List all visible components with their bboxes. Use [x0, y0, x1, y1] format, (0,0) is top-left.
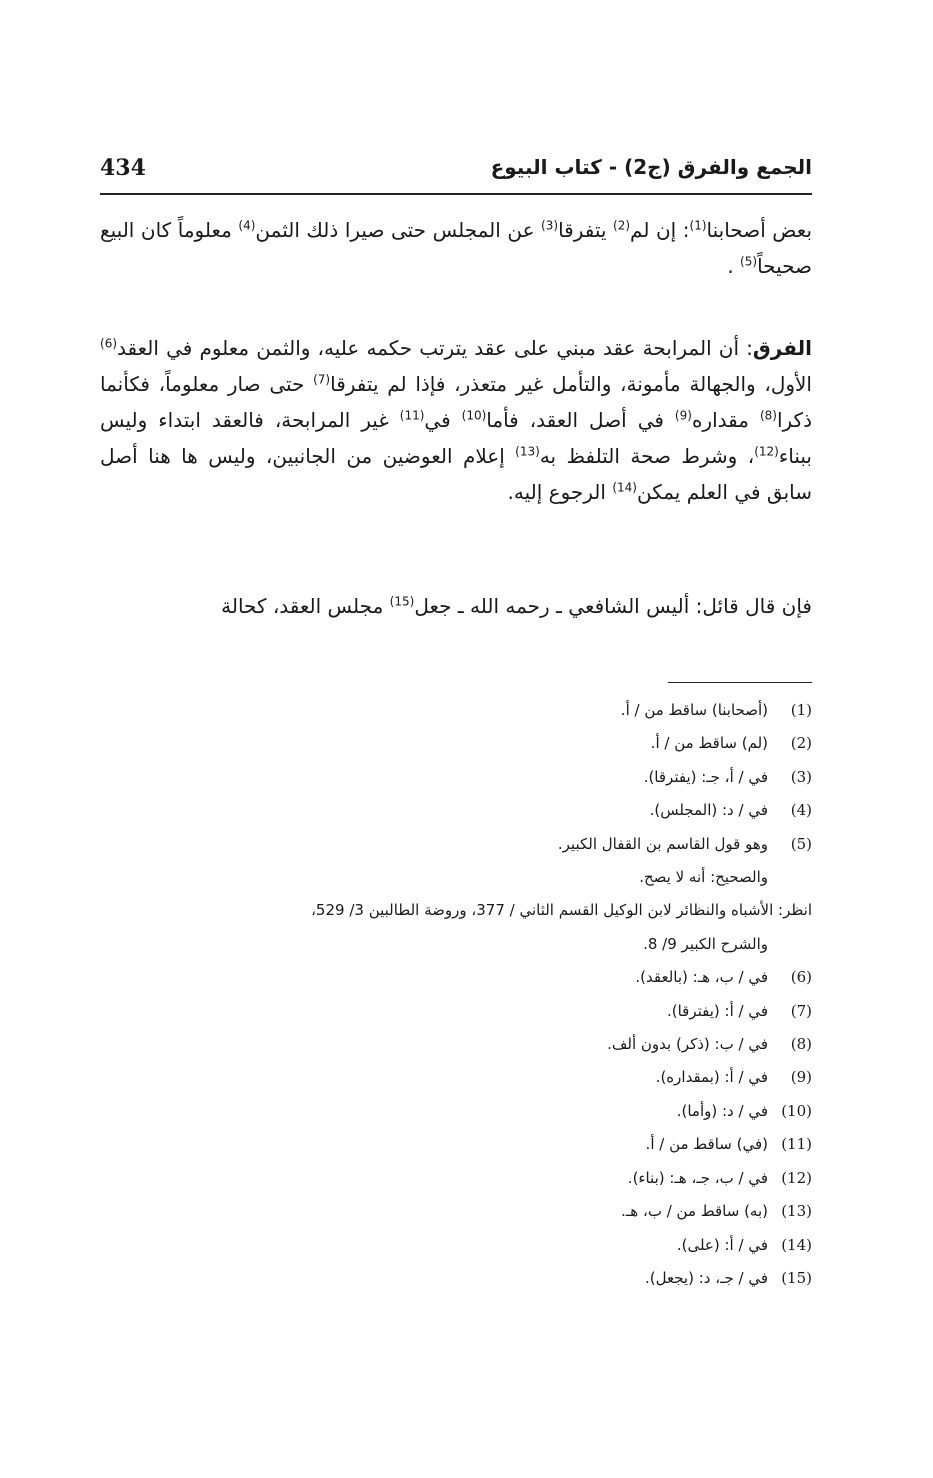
footnote-ref: (4): [238, 218, 256, 233]
footnote-text: في / أ: (يفترقا).: [666, 1001, 768, 1020]
paragraph-3: [100, 588, 812, 624]
footnote: [100, 828, 812, 861]
footnote-number: (14): [781, 1235, 812, 1254]
footnote-ref: (6): [100, 336, 118, 351]
text-run: إعلام العوضين من الجانبين، وليس ها هنا أصل سابق في العلم يمكن: [100, 444, 812, 504]
footnote: [100, 961, 812, 994]
footnote: [100, 1195, 812, 1228]
footnote-continuation: والصحيح: أنه لا يصح.: [639, 868, 768, 887]
footnote-text: (أصحابنا) ساقط من / أ.: [620, 701, 768, 719]
text-run: الرجوع إليه.: [507, 480, 613, 504]
text-run: فإن قال قائل: أليس الشافعي ـ رحمه الله ـ جعل: [414, 594, 812, 618]
footnote-ref: (11): [399, 408, 425, 423]
footnote-ref: (3): [541, 218, 559, 233]
footnote-text: (به) ساقط من / ب، هـ.: [621, 1202, 768, 1221]
footnote-number: (3): [790, 767, 812, 786]
footnote-text: في / ب: (ذكر) بدون ألف.: [607, 1035, 768, 1054]
footnote: [100, 1162, 812, 1195]
text-run: في أصل العقد، فأما: [486, 408, 675, 432]
footnote-number: (11): [781, 1135, 812, 1154]
footnote-text: في / د: (وأما).: [676, 1101, 768, 1120]
footnote-ref: (9): [674, 408, 692, 423]
footnote-ref: (2): [613, 218, 631, 233]
page-header: [100, 155, 812, 189]
text-run: .: [727, 254, 741, 278]
footnote-ref: (14): [612, 480, 637, 495]
footnote: [100, 761, 812, 794]
footnote-ref: (8): [759, 408, 777, 423]
footnote-text: في / جـ، د: (يجعل).: [645, 1268, 768, 1287]
footnote-number: (6): [790, 968, 812, 987]
footnote-text: في / أ، جـ: (يفترقا).: [643, 767, 768, 786]
footnote-text: (لم) ساقط من / أ.: [650, 734, 768, 753]
footnotes: [100, 694, 812, 1295]
footnote: [100, 727, 812, 760]
footnote-number: (10): [781, 1101, 812, 1120]
paragraph-2: [100, 330, 812, 510]
footnote: [100, 694, 812, 727]
footnote: [100, 1262, 812, 1295]
text-run: مجلس العقد، كحالة: [221, 594, 390, 618]
footnote-number: (9): [790, 1068, 812, 1087]
footnote-continuation: والشرح الكبير 9/ 8.: [643, 934, 768, 953]
footnote: [100, 794, 812, 827]
text-run: حتى صار معلوماً، فكأنما ذكرا: [100, 372, 812, 432]
footnote: [100, 1028, 812, 1061]
text-run: عن المجلس حتى صيرا ذلك الثمن: [255, 218, 542, 242]
text-run: ، وشرط صحة التلفظ به: [539, 444, 755, 468]
footnote-number: (1): [790, 701, 812, 719]
footnote-number: (12): [781, 1168, 812, 1187]
footnote: [100, 1061, 812, 1094]
footnote-ref: (5): [740, 254, 758, 269]
text-run: يتفرقا: [558, 218, 614, 242]
text-run: الأول، والجهالة مأمونة، والتأمل غير متعذر، فإذا لم يتفرقا: [330, 372, 812, 396]
text-run: بعض أصحابنا: [706, 218, 813, 242]
text-run: معلوماً كان البيع صحيحاً: [100, 218, 812, 278]
footnote-ref: (7): [313, 372, 331, 387]
footnote-text: (في) ساقط من / أ.: [645, 1135, 768, 1154]
paragraph-1: [100, 212, 812, 284]
footnote-text: في / أ: (بمقداره).: [655, 1068, 768, 1087]
text-run: في: [424, 408, 462, 432]
footnote-number: (2): [790, 734, 812, 753]
footnote-number: (13): [781, 1202, 812, 1221]
footnote-number: (5): [790, 834, 812, 853]
footnote-text: في / ب، هـ: (بالعقد).: [635, 968, 768, 987]
footnote-text: في / د: (المجلس).: [649, 801, 768, 820]
footnote-number: (4): [790, 801, 812, 820]
footnote: [100, 1095, 812, 1128]
footnote-number: (7): [790, 1001, 812, 1020]
text-run: غير المرابحة، فالعقد ابتداء وليس ببناء: [100, 408, 812, 468]
footnote-text: وهو قول القاسم بن القفال الكبير.: [557, 834, 768, 853]
footnote-ref: (12): [754, 444, 779, 459]
footnote-continuation: انظر: الأشباه والنظائر لابن الوكيل القسم الثاني / 377، وروضة الطالبين 3/ 529،: [311, 901, 812, 920]
page-number: 434: [100, 155, 146, 181]
footnote-text: في / أ: (على).: [676, 1235, 768, 1254]
running-title: الجمع والفرق (ج2) - كتاب البيوع: [490, 155, 812, 179]
footnote-number: (15): [781, 1268, 812, 1287]
footnote: [100, 1128, 812, 1161]
text-run: : إن لم: [630, 218, 690, 242]
text-run: مقداره: [691, 408, 760, 432]
footnote-ref: (13): [515, 444, 540, 459]
footnote-text: في / ب، جـ، هـ: (بناء).: [627, 1168, 768, 1187]
footnote-ref: (15): [389, 594, 415, 609]
footnote: [100, 995, 812, 1028]
footnote: [100, 1229, 812, 1262]
footnote-separator: [668, 682, 812, 683]
footnote-ref: (10): [461, 408, 487, 423]
header-rule: [100, 193, 812, 195]
text-run: : أن المرابحة عقد مبني على عقد يترتب حكمه عليه، والثمن معلوم في العقد: [117, 336, 753, 360]
paragraph-lead: الفرق: [752, 336, 812, 360]
footnote-number: (8): [790, 1035, 812, 1054]
footnote-ref: (1): [689, 218, 707, 233]
